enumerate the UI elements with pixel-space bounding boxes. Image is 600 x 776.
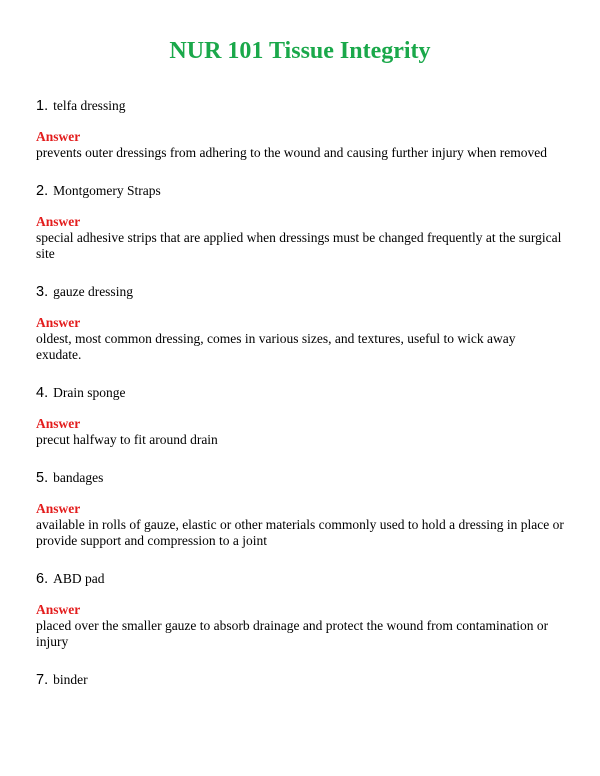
qa-item-1 — [36, 96, 564, 161]
qa-item-4 — [36, 383, 564, 448]
page-title: NUR 101 Tissue Integrity — [169, 38, 431, 64]
answer-text: precut halfway to fit around drain — [36, 432, 218, 447]
qa-item-2 — [36, 181, 564, 262]
question-term: ABD pad — [53, 571, 105, 586]
question-number: 2. — [36, 183, 49, 199]
question — [36, 468, 564, 488]
answer-text: prevents outer dressings from adhering to the wound and causing further injury when removed — [36, 145, 547, 160]
question-term: gauze dressing — [53, 284, 133, 299]
answer-label: Answer — [36, 501, 81, 516]
qa-item-6 — [36, 569, 564, 650]
answer-label: Answer — [36, 129, 81, 144]
answer-text: special adhesive strips that are applied when dressings must be changed frequently at the surgical site — [36, 230, 562, 261]
question-number: 3. — [36, 284, 49, 300]
qa-item-7 — [36, 670, 564, 690]
question-number: 5. — [36, 470, 49, 486]
question — [36, 96, 564, 116]
question-term: Montgomery Straps — [53, 183, 161, 198]
question — [36, 383, 564, 403]
question-term: binder — [53, 672, 88, 687]
question-term: Drain sponge — [53, 385, 126, 400]
question-number: 7. — [36, 672, 49, 688]
answer-label: Answer — [36, 602, 81, 617]
question — [36, 569, 564, 589]
question-term: bandages — [53, 470, 104, 485]
answer-label: Answer — [36, 315, 81, 330]
answer-text: available in rolls of gauze, elastic or other materials commonly used to hold a dressing in place or provide support and compression to a joint — [36, 517, 564, 548]
qa-item-3 — [36, 282, 564, 363]
question-number: 1. — [36, 98, 49, 114]
question — [36, 670, 564, 690]
question-term: telfa dressing — [53, 98, 126, 113]
qa-item-5 — [36, 468, 564, 549]
question-number: 6. — [36, 571, 49, 587]
question — [36, 181, 564, 201]
question — [36, 282, 564, 302]
answer-label: Answer — [36, 214, 81, 229]
answer-label: Answer — [36, 416, 81, 431]
question-number: 4. — [36, 385, 49, 401]
answer-text: oldest, most common dressing, comes in various sizes, and textures, useful to wick away exudate. — [36, 331, 516, 362]
answer-text: placed over the smaller gauze to absorb drainage and protect the wound from contamination or injury — [36, 618, 549, 649]
